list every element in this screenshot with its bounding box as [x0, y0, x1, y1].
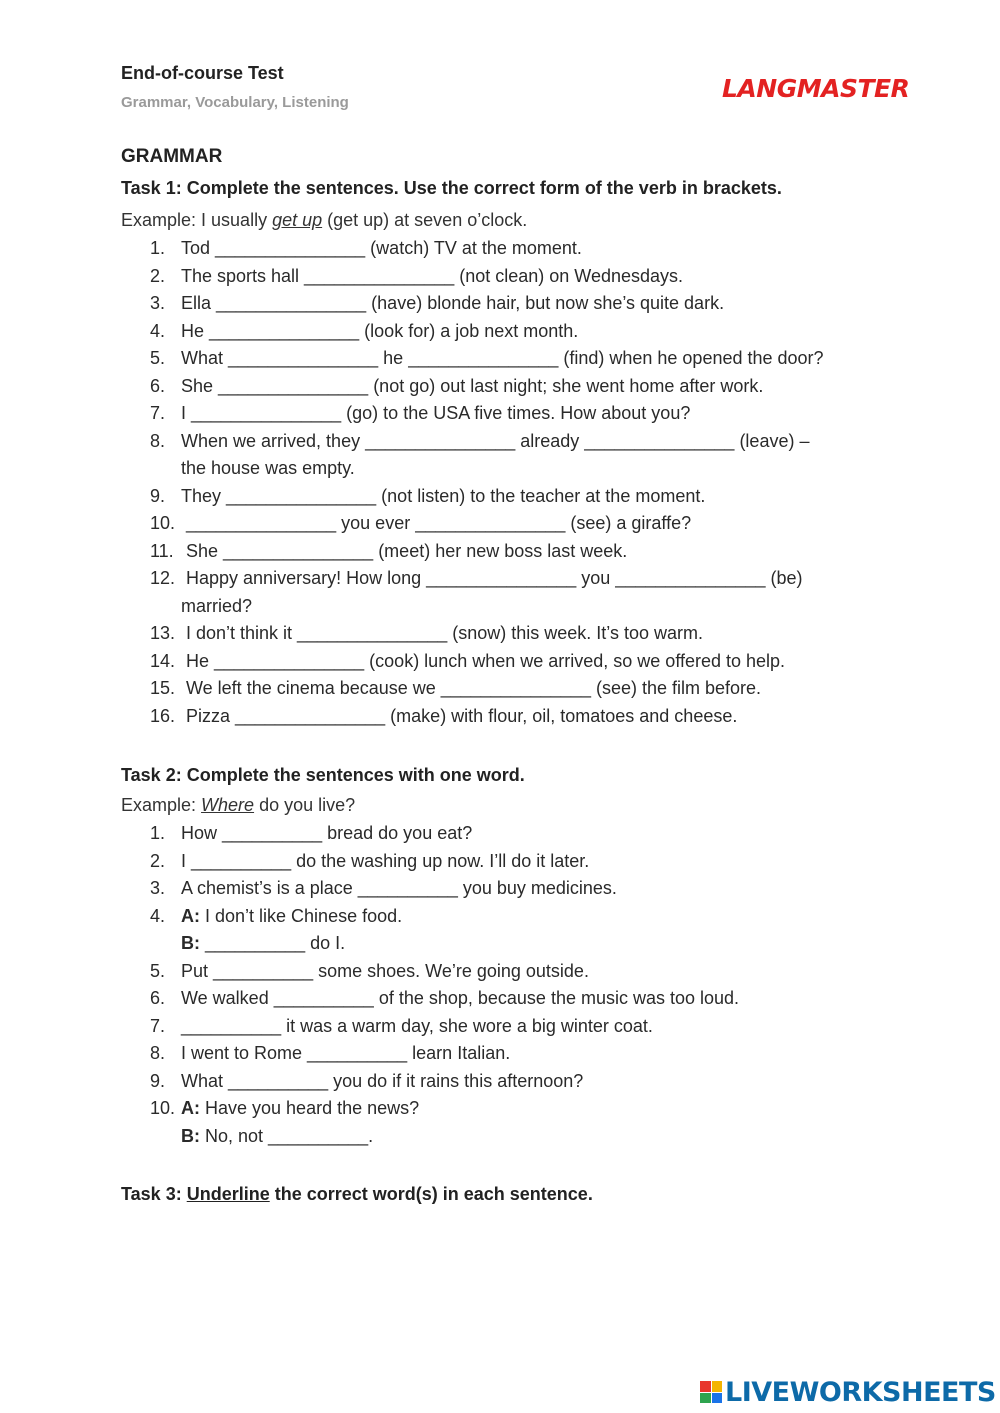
liveworksheets-badge-icon	[700, 1381, 722, 1403]
item-text	[186, 675, 886, 703]
item-text	[181, 483, 881, 511]
task2-heading: Task 2: Complete the sentences with one word.	[121, 765, 525, 785]
document-subtitle: Grammar, Vocabulary, Listening	[121, 94, 349, 111]
dialogue-text: __________ do I.	[200, 933, 346, 953]
task1-item	[0, 318, 1000, 346]
speaker-label: A:	[181, 905, 200, 926]
item-text-line: __________ it was a warm day, she wore a big winter coat.	[181, 1015, 653, 1036]
item-text	[181, 1068, 881, 1096]
badge-cell	[700, 1393, 711, 1404]
dialogue-text: Have you heard the news?	[200, 1098, 420, 1118]
item-text-line: Ella _______________ (have) blonde hair, but now she’s quite dark.	[181, 293, 725, 313]
dialogue-text: No, not __________.	[200, 1125, 374, 1146]
item-number: 15.	[150, 678, 176, 698]
liveworksheets-text: LIVEWORKSHEETS	[725, 1376, 996, 1408]
item-number: 7.	[150, 403, 166, 423]
item-text	[181, 985, 881, 1013]
task2-example	[121, 795, 355, 816]
example-suffix: do you live?	[254, 795, 356, 815]
document-title: End-of-course Test	[121, 63, 284, 83]
task1-item	[0, 290, 1000, 318]
task2-item	[0, 1013, 1000, 1041]
item-number: 8.	[150, 1043, 166, 1063]
item-text	[181, 565, 886, 620]
item-text-line: What _______________ he _______________ (find) when he opened the door?	[181, 348, 824, 368]
dialogue-line-b	[181, 930, 881, 958]
item-number: 5.	[150, 960, 166, 981]
item-text-line: She _______________ (not go) out last night; she went home after work.	[181, 375, 764, 396]
item-text	[181, 428, 881, 483]
dialogue-text: I don’t like Chinese food.	[200, 905, 403, 926]
item-number: 12.	[150, 568, 176, 588]
item-text-line: We left the cinema because we _______________ (see) the film before.	[186, 678, 762, 698]
item-text-line: He _______________ (look for) a job next month.	[181, 320, 579, 341]
item-number: 9.	[150, 1070, 166, 1091]
item-number: 11.	[150, 540, 174, 561]
item-text-line: He _______________ (cook) lunch when we arrived, so we offered to help.	[186, 650, 786, 671]
item-number: 1.	[150, 238, 166, 258]
item-number: 13.	[150, 623, 176, 643]
task3-heading-prefix: Task 3:	[121, 1184, 187, 1204]
item-text	[181, 1095, 881, 1150]
item-text	[181, 263, 881, 291]
dialogue-line-a	[181, 903, 881, 931]
langmaster-logo: LANGMASTER	[722, 74, 910, 103]
item-number: 2.	[150, 850, 166, 871]
task1-item	[0, 235, 1000, 263]
item-number: 10.	[150, 1098, 176, 1118]
task1-example	[121, 210, 527, 231]
task3-heading-suffix: the correct word(s) in each sentence.	[269, 1184, 593, 1204]
task2-item	[0, 1068, 1000, 1096]
item-number: 3.	[150, 293, 166, 313]
dialogue-line-b	[181, 1123, 881, 1151]
item-text-line: _______________ you ever _______________ (see) a giraffe?	[186, 513, 692, 533]
speaker-label: A:	[181, 1098, 200, 1118]
item-text	[181, 318, 881, 346]
item-number: 9.	[150, 485, 166, 506]
task3-heading	[121, 1184, 593, 1205]
example-answer: get up	[272, 210, 323, 230]
item-text-line: What __________ you do if it rains this afternoon?	[181, 1070, 584, 1091]
item-text-line: I went to Rome __________ learn Italian.	[181, 1043, 511, 1063]
task1-item	[0, 400, 1000, 428]
item-number: 10.	[150, 513, 176, 533]
item-text	[181, 290, 881, 318]
item-text-line: Put __________ some shoes. We’re going outside.	[181, 960, 589, 981]
task1-item	[0, 538, 1000, 566]
item-text-line: A chemist’s is a place __________ you buy medicines.	[181, 878, 617, 898]
task2-item	[0, 820, 1000, 848]
item-text-line: I _______________ (go) to the USA five times. How about you?	[181, 403, 691, 423]
task1-item	[0, 565, 1000, 620]
item-text-line: the house was empty.	[181, 458, 355, 478]
item-number: 4.	[150, 905, 166, 926]
item-text-line: I __________ do the washing up now. I’ll do it later.	[181, 850, 590, 871]
task1-item	[0, 428, 1000, 483]
item-text	[181, 848, 881, 876]
example-prefix: Example:	[121, 795, 202, 815]
task2-item	[0, 875, 1000, 903]
item-text-line: The sports hall _______________ (not clean) on Wednesdays.	[181, 265, 684, 286]
item-text	[181, 820, 881, 848]
task1-item	[0, 510, 1000, 538]
example-suffix: (get up) at seven o’clock.	[322, 210, 528, 230]
item-number: 7.	[150, 1015, 166, 1036]
item-text	[186, 648, 886, 676]
item-text	[181, 345, 881, 373]
item-number: 6.	[150, 375, 166, 396]
task2-item	[0, 903, 1000, 958]
item-number: 1.	[150, 823, 166, 843]
example-answer: Where	[201, 795, 255, 815]
item-text	[181, 875, 881, 903]
item-text-line: We walked __________ of the shop, because the music was too loud.	[181, 988, 740, 1008]
task2-item	[0, 1040, 1000, 1068]
item-text-line: She _______________ (meet) her new boss last week.	[186, 540, 628, 561]
task1-heading: Task 1: Complete the sentences. Use the correct form of the verb in brackets.	[121, 178, 782, 198]
example-prefix: Example: I usually	[121, 210, 273, 230]
task1-item	[0, 483, 1000, 511]
item-text	[186, 510, 886, 538]
item-number: 3.	[150, 878, 166, 898]
item-number: 2.	[150, 265, 166, 286]
task1-item	[0, 345, 1000, 373]
task1-item	[0, 620, 1000, 648]
task2-item	[0, 985, 1000, 1013]
task2-item	[0, 958, 1000, 986]
badge-cell	[712, 1381, 723, 1392]
section-heading-grammar: GRAMMAR	[121, 146, 223, 167]
item-text-line: married?	[181, 595, 253, 616]
item-text	[181, 1013, 881, 1041]
badge-cell	[700, 1381, 711, 1392]
task1-item	[0, 263, 1000, 291]
task2-item	[0, 848, 1000, 876]
item-text	[186, 538, 886, 566]
item-text-line: When we arrived, they _______________ already _______________ (leave) –	[181, 430, 810, 451]
item-text-line: I don’t think it _______________ (snow) this week. It’s too warm.	[186, 623, 703, 643]
speaker-label: B:	[181, 933, 200, 953]
task1-item	[0, 373, 1000, 401]
task2-item	[0, 1095, 1000, 1150]
item-number: 5.	[150, 348, 166, 368]
item-number: 16.	[150, 705, 176, 726]
item-text-line: Pizza _______________ (make) with flour, oil, tomatoes and cheese.	[186, 705, 738, 726]
item-text-line: Tod _______________ (watch) TV at the moment.	[181, 238, 582, 258]
speaker-label: B:	[181, 1125, 200, 1146]
item-text	[181, 400, 881, 428]
task1-item	[0, 648, 1000, 676]
item-text-line: Happy anniversary! How long _______________ you _______________ (be)	[186, 568, 803, 588]
item-text	[181, 958, 881, 986]
liveworksheets-logo	[700, 1377, 996, 1407]
item-number: 4.	[150, 320, 166, 341]
item-number: 6.	[150, 988, 166, 1008]
item-text	[181, 1040, 881, 1068]
dialogue-line-a	[181, 1095, 881, 1123]
item-text	[181, 903, 881, 958]
task1-question-list	[0, 235, 1000, 730]
task1-item	[0, 703, 1000, 731]
item-text-line: How __________ bread do you eat?	[181, 823, 473, 843]
item-number: 14.	[150, 650, 176, 671]
item-text	[181, 373, 881, 401]
item-text	[181, 235, 881, 263]
badge-cell	[712, 1393, 723, 1404]
item-text	[186, 620, 886, 648]
task2-question-list	[0, 820, 1000, 1150]
task3-heading-underline: Underline	[186, 1184, 270, 1204]
item-text	[186, 703, 886, 731]
item-number: 8.	[150, 430, 166, 451]
task1-item	[0, 675, 1000, 703]
item-text-line: They _______________ (not listen) to the teacher at the moment.	[181, 485, 706, 506]
